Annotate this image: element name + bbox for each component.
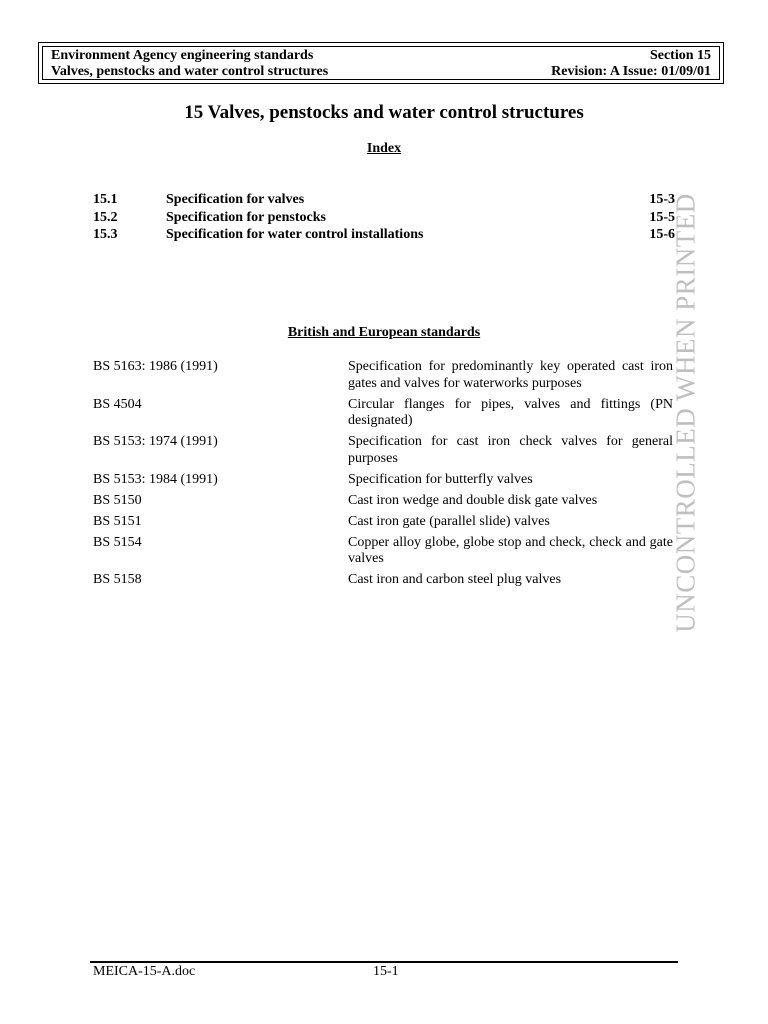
standard-description: Copper alloy globe, globe stop and check, check and gate valves [348, 534, 673, 566]
standard-description: Specification for cast iron check valves for general purposes [348, 434, 673, 466]
index-entry-title: Specification for valves [166, 192, 305, 207]
footer-rule [90, 961, 678, 963]
standard-entry [93, 434, 673, 467]
standard-code: BS 4504 [93, 396, 142, 412]
standard-code: BS 5163: 1986 (1991) [93, 359, 218, 374]
standards-list [93, 359, 673, 593]
standard-description: Circular flanges for pipes, valves and fittings (PN designated) [348, 396, 673, 428]
header-org: Environment Agency engineering standards [51, 48, 314, 63]
standard-code: BS 5151 [93, 513, 142, 529]
standard-entry [93, 514, 673, 531]
standards-heading: British and European standards [287, 325, 481, 340]
index-entry [93, 209, 675, 227]
header-row-2 [51, 64, 711, 80]
index-entry-number: 15.3 [93, 227, 118, 242]
standard-entry [93, 493, 673, 510]
header-subject: Valves, penstocks and water control structures [51, 64, 329, 79]
standard-entry [93, 535, 673, 568]
standard-entry [93, 359, 673, 392]
standard-description: Cast iron and carbon steel plug valves [348, 572, 562, 587]
index-entry-number: 15.2 [93, 209, 118, 225]
index-entry-title: Specification for water control installations [166, 227, 424, 242]
standard-code: BS 5158 [93, 572, 142, 587]
standard-description: Specification for predominantly key operated cast iron gates and valves for waterworks purposes [348, 359, 673, 391]
footer-page-number: 15-1 [373, 964, 399, 979]
index-entry-title: Specification for penstocks [166, 209, 326, 225]
standard-description: Specification for butterfly valves [348, 471, 533, 487]
index-entry-page: 15-5 [649, 209, 675, 225]
index-entry [93, 191, 675, 209]
index-list [93, 191, 675, 244]
standard-code: BS 5154 [93, 534, 142, 550]
standard-entry [93, 472, 673, 489]
index-entry-page: 15-6 [649, 227, 675, 242]
index-entry-number: 15.1 [93, 192, 118, 207]
page-title: 15 Valves, penstocks and water control structures [184, 102, 584, 123]
standard-code: BS 5153: 1974 (1991) [93, 434, 218, 449]
document-header [38, 42, 724, 84]
standard-entry [93, 397, 673, 430]
standard-code: BS 5150 [93, 492, 142, 508]
index-heading: Index [366, 141, 402, 156]
standard-description: Cast iron gate (parallel slide) valves [348, 513, 550, 529]
index-entry-page: 15-3 [649, 192, 675, 207]
header-revision: Revision: A Issue: 01/09/01 [551, 64, 711, 79]
standard-entry [93, 572, 673, 589]
header-section: Section 15 [649, 48, 711, 63]
document-header-inner [42, 46, 720, 80]
index-entry [93, 226, 675, 244]
footer-filename: MEICA-15-A.doc [93, 964, 196, 979]
header-row-1 [51, 48, 711, 64]
standard-description: Cast iron wedge and double disk gate valves [348, 492, 598, 508]
uncontrolled-watermark: UNCONTROLLED WHEN PRINTED [670, 193, 701, 633]
standard-code: BS 5153: 1984 (1991) [93, 471, 218, 487]
